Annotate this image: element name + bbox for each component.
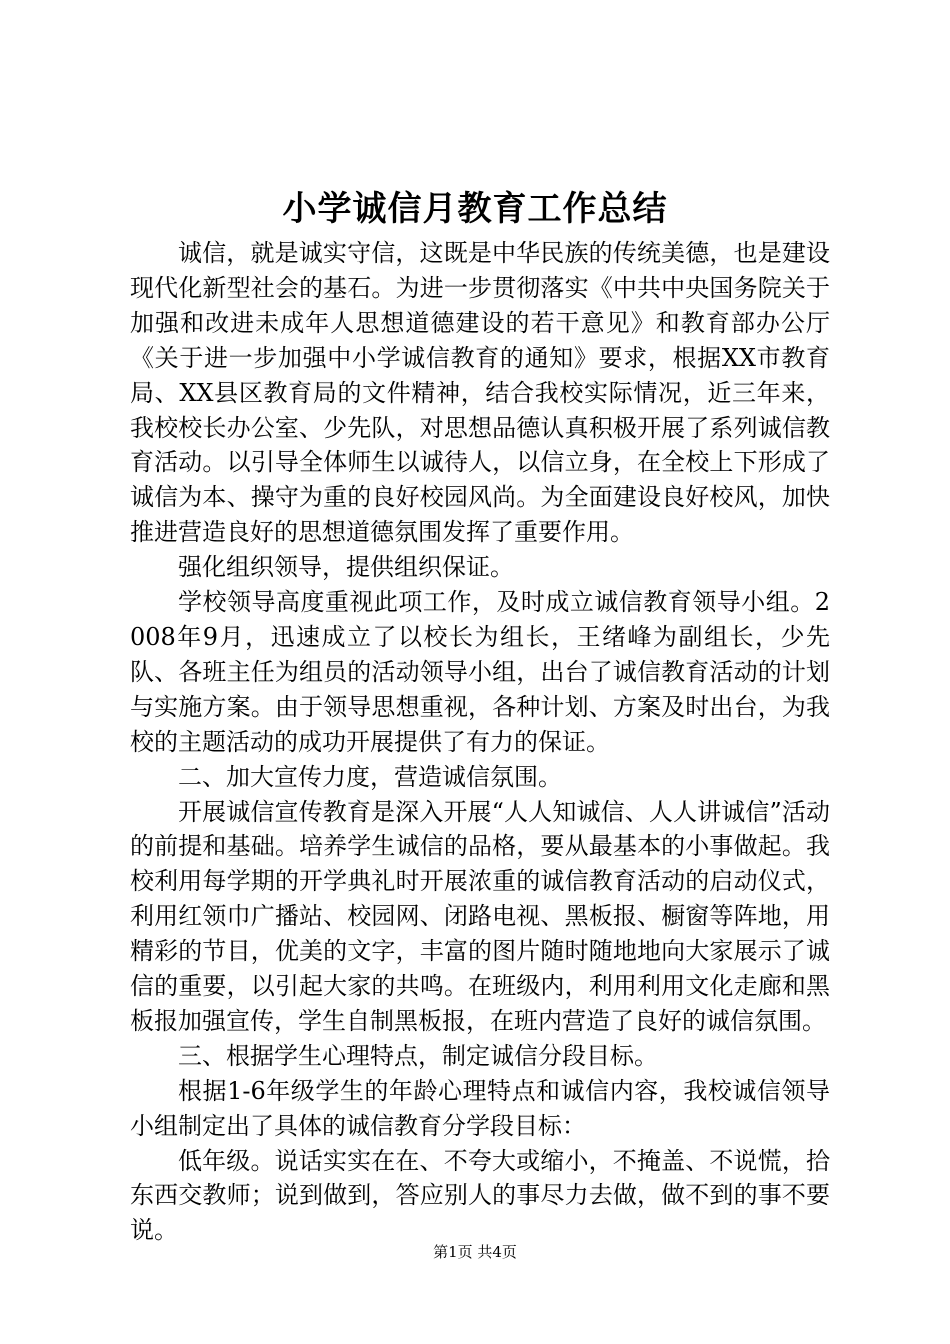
publicity-paragraph: 开展诚信宣传教育是深入开展“人人知诚信、人人讲诚信”活动的前提和基础。培养学生诚信的品格，要从最基本的小事做起。我校利用每学期的开学典礼时开展浓重的诚信教育活动的启动仪式，利用红领巾广播站、校园网、闭路电视、黑板报、橱窗等阵地，用精彩的节目，优美的文字，丰富的图片随时随地地向大家展示了诚信的重要，以引起大家的共鸣。在班级内，利用利用文化走廊和黑板报加强宣传，学生自制黑板报，在班内营造了良好的诚信氛围。 — [130, 797, 830, 1035]
section-heading-publicity: 二、加大宣传力度，营造诚信氛围。 — [178, 762, 562, 791]
section-heading-goals: 三、根据学生心理特点，制定诚信分段目标。 — [178, 1041, 658, 1070]
document-title: 小学诚信月教育工作总结 — [282, 189, 668, 229]
page-footer: 第1页 共4页 — [433, 1243, 517, 1261]
lower-grade-paragraph: 低年级。说话实实在在、不夸大或缩小，不掩盖、不说慌，拾东西交教师；说到做到，答应别人的事尽力去做，做不到的事不要说。 — [130, 1146, 830, 1245]
intro-paragraph: 诚信，就是诚实守信，这既是中华民族的传统美德，也是建设现代化新型社会的基石。为进一步贯彻落实《中共中央国务院关于加强和改进未成年人思想道德建设的若干意见》和教育部办公厅《关于进一步加强中小学诚信教育的通知》要求，根据XX市教育局、XX县区教育局的文件精神，结合我校实际情况，近三年来，我校校长办公室、少先队，对思想品德认真积极开展了系列诚信教育活动。以引导全体师生以诚待人，以信立身，在全校上下形成了诚信为本、操守为重的良好校园风尚。为全面建设良好校风，加快推进营造良好的思想道德氛围发挥了重要作用。 — [130, 239, 830, 547]
document-body — [130, 236, 830, 1248]
goals-paragraph: 根据1-6年级学生的年龄心理特点和诚信内容，我校诚信领导小组制定出了具体的诚信教育分学段目标： — [130, 1076, 830, 1140]
organization-paragraph: 学校领导高度重视此项工作，及时成立诚信教育领导小组。2008年9月，迅速成立了以校长为组长，王绪峰为副组长，少先队、各班主任为组员的活动领导小组，出台了诚信教育活动的计划与实施方案。由于领导思想重视，各种计划、方案及时出台，为我校的主题活动的成功开展提供了有力的保证。 — [130, 588, 830, 756]
section-heading-organization: 强化组织领导，提供组织保证。 — [178, 553, 514, 582]
